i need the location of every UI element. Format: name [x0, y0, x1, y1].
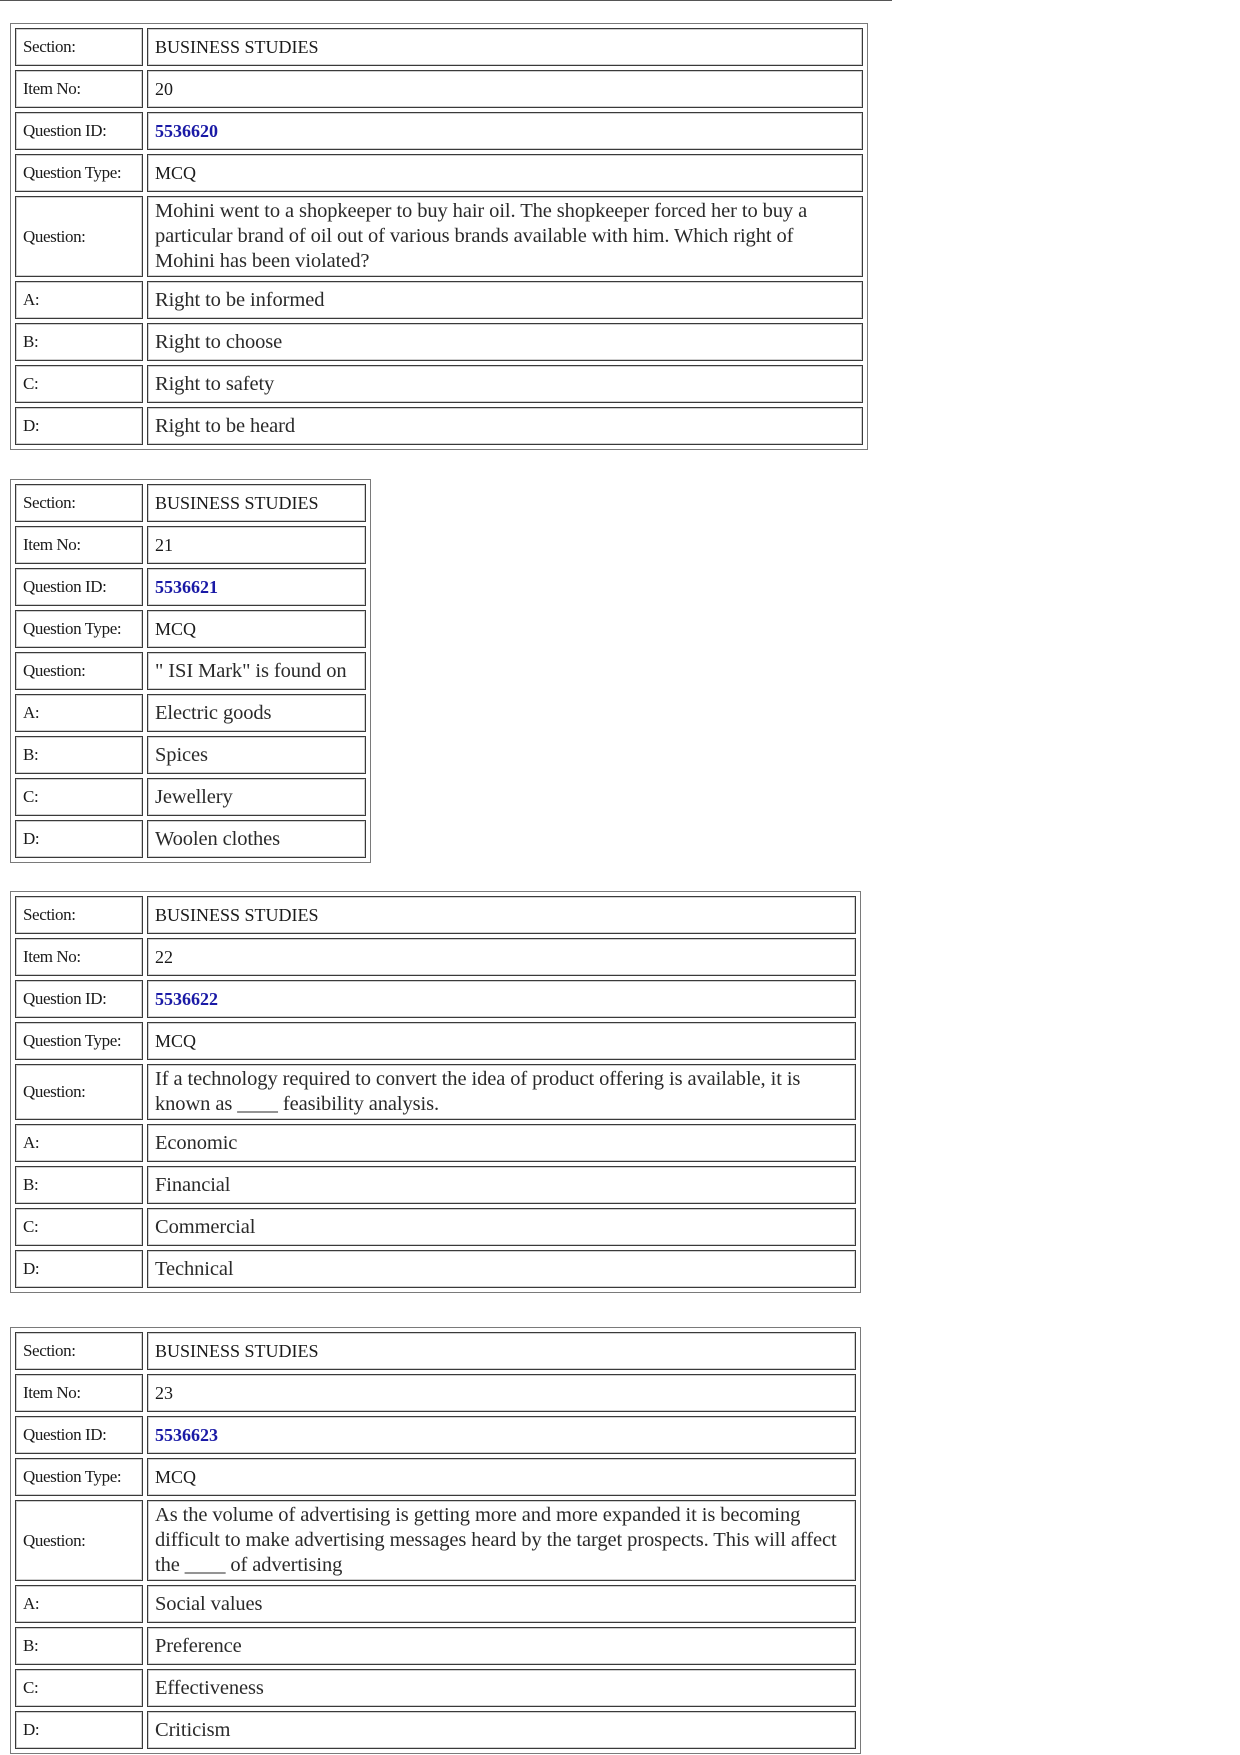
- question-table-23: [10, 1327, 861, 1754]
- question-id-row: [15, 568, 366, 606]
- option-d-row: [15, 407, 863, 445]
- option-c-label: C:: [15, 1208, 143, 1246]
- question-table-20: [10, 23, 868, 450]
- option-b-text: Right to choose: [147, 323, 863, 361]
- question-id-label: Question ID:: [15, 1416, 143, 1454]
- section-label: Section:: [15, 28, 143, 66]
- option-d-row: [15, 1250, 856, 1288]
- option-d-text: Right to be heard: [147, 407, 863, 445]
- section-value: BUSINESS STUDIES: [147, 1332, 856, 1370]
- option-c-text: Effectiveness: [147, 1669, 856, 1707]
- item-no-value: 22: [147, 938, 856, 976]
- question-row: [15, 196, 863, 277]
- option-c-row: [15, 1208, 856, 1246]
- option-b-text: Spices: [147, 736, 366, 774]
- option-b-label: B:: [15, 736, 143, 774]
- option-c-row: [15, 365, 863, 403]
- option-c-row: [15, 778, 366, 816]
- question-id-row: [15, 1416, 856, 1454]
- section-value: BUSINESS STUDIES: [147, 896, 856, 934]
- question-type-label: Question Type:: [15, 1022, 143, 1060]
- item-no-label: Item No:: [15, 938, 143, 976]
- option-b-text: Financial: [147, 1166, 856, 1204]
- question-id-value: 5536622: [147, 980, 856, 1018]
- option-c-text: Right to safety: [147, 365, 863, 403]
- question-id-row: [15, 112, 863, 150]
- option-d-text: Technical: [147, 1250, 856, 1288]
- top-rule: [0, 0, 892, 1]
- question-row: [15, 1500, 856, 1581]
- option-d-label: D:: [15, 1250, 143, 1288]
- option-c-text: Jewellery: [147, 778, 366, 816]
- question-type-row: [15, 154, 863, 192]
- option-b-row: [15, 736, 366, 774]
- section-row: [15, 896, 856, 934]
- option-b-text: Preference: [147, 1627, 856, 1665]
- option-c-label: C:: [15, 365, 143, 403]
- option-a-text: Electric goods: [147, 694, 366, 732]
- section-row: [15, 28, 863, 66]
- option-a-text: Social values: [147, 1585, 856, 1623]
- item-no-row: [15, 70, 863, 108]
- section-label: Section:: [15, 484, 143, 522]
- section-label: Section:: [15, 1332, 143, 1370]
- question-id-row: [15, 980, 856, 1018]
- option-a-label: A:: [15, 1585, 143, 1623]
- section-value: BUSINESS STUDIES: [147, 484, 366, 522]
- option-a-row: [15, 694, 366, 732]
- option-c-label: C:: [15, 1669, 143, 1707]
- option-b-label: B:: [15, 1627, 143, 1665]
- question-text: As the volume of advertising is getting more and more expanded it is becoming difficult to make advertising messages heard by the target prospects. This will affect the ____ of advertising: [147, 1500, 856, 1581]
- option-a-text: Right to be informed: [147, 281, 863, 319]
- question-type-row: [15, 610, 366, 648]
- option-d-row: [15, 820, 366, 858]
- section-row: [15, 1332, 856, 1370]
- option-d-text: Criticism: [147, 1711, 856, 1749]
- option-b-row: [15, 323, 863, 361]
- option-b-row: [15, 1627, 856, 1665]
- option-a-label: A:: [15, 1124, 143, 1162]
- question-id-value: 5536621: [147, 568, 366, 606]
- question-row: [15, 1064, 856, 1120]
- option-d-label: D:: [15, 1711, 143, 1749]
- option-d-row: [15, 1711, 856, 1749]
- option-a-row: [15, 1124, 856, 1162]
- option-b-label: B:: [15, 1166, 143, 1204]
- item-no-value: 21: [147, 526, 366, 564]
- item-no-row: [15, 526, 366, 564]
- question-text: Mohini went to a shopkeeper to buy hair oil. The shopkeeper forced her to buy a particular brand of oil out of various brands available with him. Which right of Mohini has been violated?: [147, 196, 863, 277]
- question-text: " ISI Mark" is found on: [147, 652, 366, 690]
- question-type-label: Question Type:: [15, 154, 143, 192]
- question-row: [15, 652, 366, 690]
- question-text: If a technology required to convert the idea of product offering is available, it is known as ____ feasibility analysis.: [147, 1064, 856, 1120]
- option-a-label: A:: [15, 281, 143, 319]
- question-id-value: 5536620: [147, 112, 863, 150]
- option-c-text: Commercial: [147, 1208, 856, 1246]
- option-d-label: D:: [15, 820, 143, 858]
- section-row: [15, 484, 366, 522]
- question-label: Question:: [15, 652, 143, 690]
- question-type-row: [15, 1022, 856, 1060]
- item-no-row: [15, 1374, 856, 1412]
- item-no-label: Item No:: [15, 70, 143, 108]
- question-table-22: [10, 891, 861, 1293]
- question-label: Question:: [15, 1064, 143, 1120]
- option-d-text: Woolen clothes: [147, 820, 366, 858]
- question-label: Question:: [15, 1500, 143, 1581]
- option-d-label: D:: [15, 407, 143, 445]
- option-a-label: A:: [15, 694, 143, 732]
- question-type-label: Question Type:: [15, 1458, 143, 1496]
- question-type-row: [15, 1458, 856, 1496]
- question-type-label: Question Type:: [15, 610, 143, 648]
- option-a-row: [15, 281, 863, 319]
- item-no-label: Item No:: [15, 526, 143, 564]
- item-no-value: 23: [147, 1374, 856, 1412]
- question-table-21: [10, 479, 371, 863]
- item-no-value: 20: [147, 70, 863, 108]
- option-b-row: [15, 1166, 856, 1204]
- question-id-label: Question ID:: [15, 980, 143, 1018]
- question-type-value: MCQ: [147, 1022, 856, 1060]
- question-label: Question:: [15, 196, 143, 277]
- option-b-label: B:: [15, 323, 143, 361]
- section-label: Section:: [15, 896, 143, 934]
- question-id-label: Question ID:: [15, 112, 143, 150]
- question-id-value: 5536623: [147, 1416, 856, 1454]
- question-type-value: MCQ: [147, 1458, 856, 1496]
- question-type-value: MCQ: [147, 154, 863, 192]
- question-id-label: Question ID:: [15, 568, 143, 606]
- section-value: BUSINESS STUDIES: [147, 28, 863, 66]
- option-a-text: Economic: [147, 1124, 856, 1162]
- item-no-row: [15, 938, 856, 976]
- option-c-row: [15, 1669, 856, 1707]
- question-type-value: MCQ: [147, 610, 366, 648]
- item-no-label: Item No:: [15, 1374, 143, 1412]
- option-c-label: C:: [15, 778, 143, 816]
- option-a-row: [15, 1585, 856, 1623]
